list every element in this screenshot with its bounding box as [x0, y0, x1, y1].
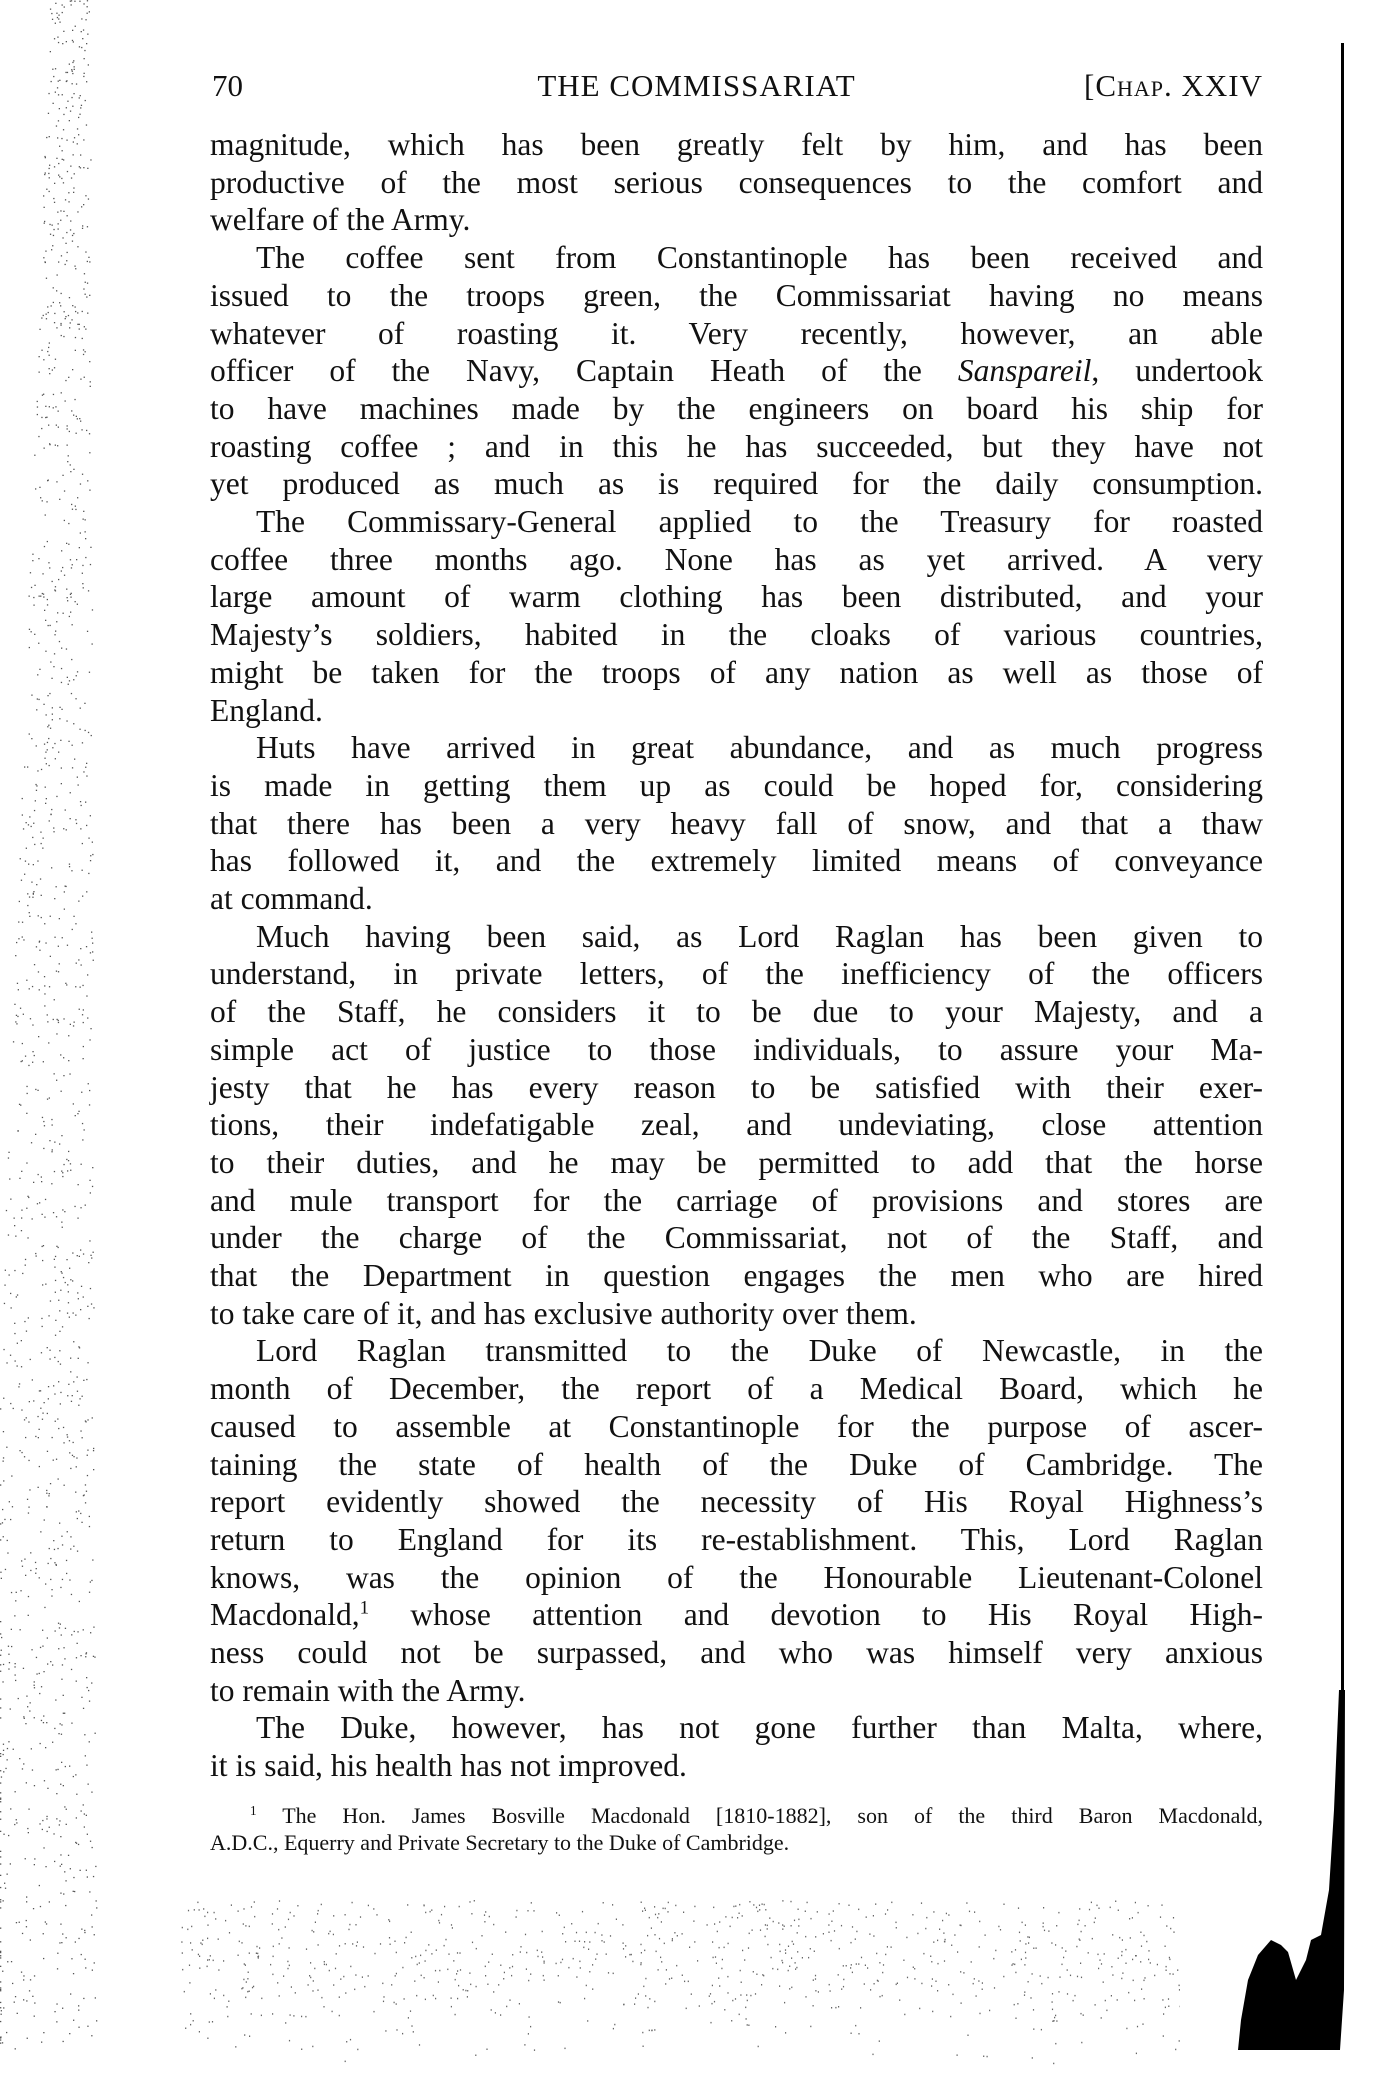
text-line: of the Staff, he considers it to be due to your Majesty, and a — [210, 993, 1263, 1031]
text-line: magnitude, which has been greatly felt by him, and has been — [210, 126, 1263, 164]
text-line: understand, in private letters, of the inefficiency of the officers — [210, 955, 1263, 993]
text-line: simple act of justice to those individuals, to assure your Ma- — [210, 1031, 1263, 1069]
text-segment: , undertook — [1091, 353, 1263, 388]
text-line: roasting coffee ; and in this he has succeeded, but they have not — [210, 428, 1263, 466]
text-line: large amount of warm clothing has been distributed, and your — [210, 578, 1263, 616]
footnote-marker: 1 — [250, 1803, 257, 1818]
page-edge-shadow — [1236, 1690, 1376, 2090]
running-header — [210, 68, 1263, 104]
text-line: that the Department in question engages the men who are hired — [210, 1257, 1263, 1295]
italic-ship-name: Sanspareil — [958, 353, 1092, 388]
text-line: report evidently showed the necessity of His Royal Highness’s — [210, 1483, 1263, 1521]
text-line: it is said, his health has not improved. — [210, 1747, 1263, 1785]
chapter-label: [Chap. XXIV — [1084, 68, 1263, 104]
text-line: yet produced as much as is required for the daily consumption. — [210, 465, 1263, 503]
text-line: ness could not be surpassed, and who was himself very anxious — [210, 1634, 1263, 1672]
text-line: month of December, the report of a Medical Board, which he — [210, 1370, 1263, 1408]
text-line: Majesty’s soldiers, habited in the cloaks of various countries, — [210, 616, 1263, 654]
text-line: might be taken for the troops of any nation as well as those of — [210, 654, 1263, 692]
text-line: tions, their indefatigable zeal, and undeviating, close attention — [210, 1106, 1263, 1144]
text-line: to remain with the Army. — [210, 1672, 1263, 1710]
footnote-line-2 — [210, 1829, 1263, 1856]
page-edge-rule — [1341, 43, 1344, 1703]
text-line: to have machines made by the engineers on board his ship for — [210, 390, 1263, 428]
text-line: whatever of roasting it. Very recently, however, an able — [210, 315, 1263, 353]
footnote-text-2: A.D.C., Equerry and Private Secretary to the Duke of Cambridge. — [210, 1830, 789, 1855]
running-title: THE COMMISSARIAT — [170, 68, 1223, 104]
text-line: return to England for its re-establishment. This, Lord Raglan — [210, 1521, 1263, 1559]
scan-noise-bottom — [180, 1880, 1180, 2080]
text-line: Huts have arrived in great abundance, and as much progress — [210, 729, 1263, 767]
text-line: under the charge of the Commissariat, not of the Staff, and — [210, 1219, 1263, 1257]
footnote-reference: 1 — [360, 1598, 369, 1619]
text-line: productive of the most serious consequences to the comfort and — [210, 164, 1263, 202]
text-line: at command. — [210, 880, 1263, 918]
text-line: taining the state of health of the Duke of Cambridge. The — [210, 1446, 1263, 1484]
text-segment: Macdonald, — [210, 1597, 360, 1632]
text-line — [210, 1596, 1263, 1634]
text-line: coffee three months ago. None has as yet arrived. A very — [210, 541, 1263, 579]
text-line: that there has been a very heavy fall of snow, and that a thaw — [210, 805, 1263, 843]
text-line: is made in getting them up as could be hoped for, considering — [210, 767, 1263, 805]
text-segment: officer of the Navy, Captain Heath of the — [210, 353, 958, 388]
text-line — [210, 352, 1263, 390]
text-line: Much having been said, as Lord Raglan has been given to — [210, 918, 1263, 956]
text-line: and mule transport for the carriage of provisions and stores are — [210, 1182, 1263, 1220]
text-line: England. — [210, 692, 1263, 730]
footnote-line-1 — [210, 1802, 1263, 1829]
text-line: knows, was the opinion of the Honourable Lieutenant-Colonel — [210, 1559, 1263, 1597]
text-line: issued to the troops green, the Commissariat having no means — [210, 277, 1263, 315]
text-line: jesty that he has every reason to be satisfied with their exer- — [210, 1069, 1263, 1107]
text-line: The Commissary-General applied to the Treasury for roasted — [210, 503, 1263, 541]
footnote-text-1: The Hon. James Bosville Macdonald [1810-1882], son of the third Baron Macdonald, — [282, 1803, 1263, 1828]
text-line: The coffee sent from Constantinople has been received and — [210, 239, 1263, 277]
text-line: caused to assemble at Constantinople for the purpose of ascer- — [210, 1408, 1263, 1446]
text-line: has followed it, and the extremely limited means of conveyance — [210, 842, 1263, 880]
text-line: welfare of the Army. — [210, 201, 1263, 239]
text-line: to their duties, and he may be permitted to add that the horse — [210, 1144, 1263, 1182]
text-segment: whose attention and devotion to His Royal High- — [369, 1597, 1263, 1632]
scan-noise-left-margin — [0, 0, 180, 2050]
text-line: Lord Raglan transmitted to the Duke of Newcastle, in the — [210, 1332, 1263, 1370]
page-number: 70 — [212, 68, 243, 104]
text-line: to take care of it, and has exclusive authority over them. — [210, 1295, 1263, 1333]
text-line: The Duke, however, has not gone further than Malta, where, — [210, 1709, 1263, 1747]
